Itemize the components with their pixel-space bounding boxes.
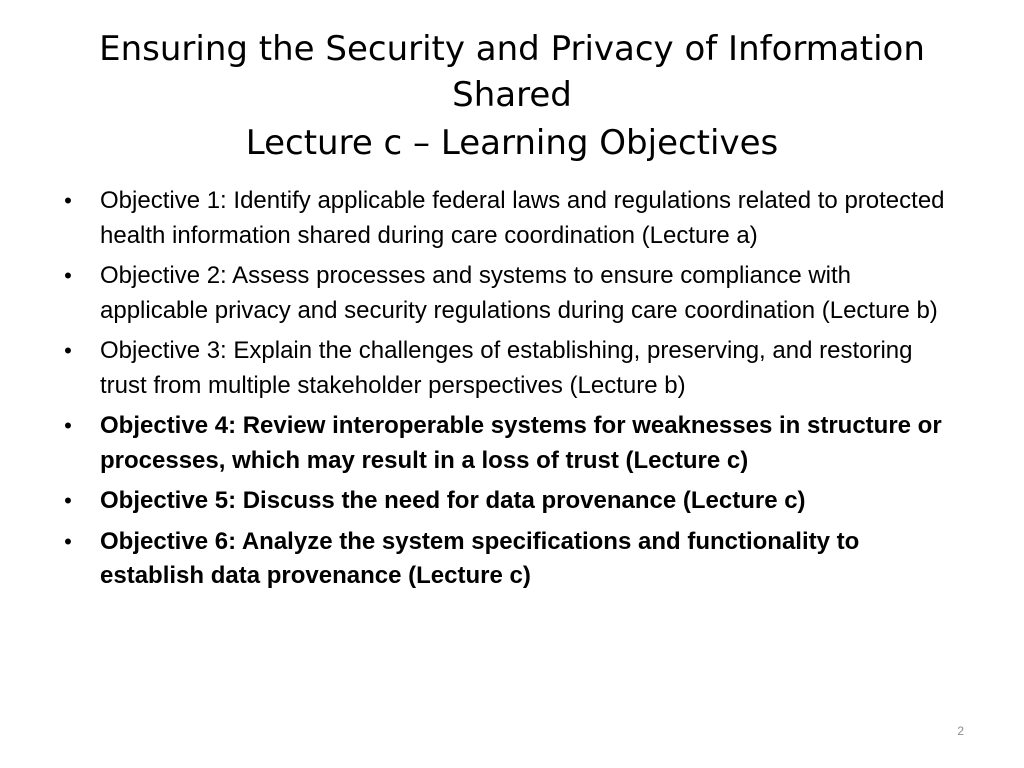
bullet-icon: • <box>64 338 72 363</box>
title-line-3: Lecture c – Learning Objectives <box>245 123 779 163</box>
page-number: 2 <box>957 724 964 738</box>
bullet-icon: • <box>64 488 72 513</box>
objective-text: Objective 2: Assess processes and systems to ensure compliance with applicable privacy and security regulations during care coordination (Lecture b) <box>100 262 938 324</box>
objective-item-1 <box>58 184 958 253</box>
objective-item-4 <box>58 409 958 478</box>
objective-text: Objective 5: Discuss the need for data provenance (Lecture c) <box>100 487 806 514</box>
objectives-list <box>58 184 958 600</box>
bullet-icon: • <box>64 413 72 438</box>
objective-item-5 <box>58 484 958 519</box>
title-line-1: Ensuring the Security and Privacy of Information <box>99 29 925 69</box>
objective-text: Objective 1: Identify applicable federal laws and regulations related to protected health information shared during care coordination (Lecture a) <box>100 187 945 249</box>
objective-text: Objective 3: Explain the challenges of establishing, preserving, and restoring trust from multiple stakeholder perspectives (Lecture b) <box>100 337 913 399</box>
objective-item-2 <box>58 259 958 328</box>
objective-item-6 <box>58 525 958 594</box>
objective-text: Objective 4: Review interoperable systems for weaknesses in structure or processes, which may result in a loss of trust (Lecture c) <box>100 412 942 474</box>
bullet-icon: • <box>64 263 72 288</box>
slide-title <box>12 26 1012 166</box>
title-line-2: Shared <box>452 75 572 115</box>
objective-item-3 <box>58 334 958 403</box>
objective-text: Objective 6: Analyze the system specifications and functionality to establish data provenance (Lecture c) <box>100 527 860 589</box>
bullet-icon: • <box>64 188 72 213</box>
bullet-icon: • <box>64 528 72 554</box>
